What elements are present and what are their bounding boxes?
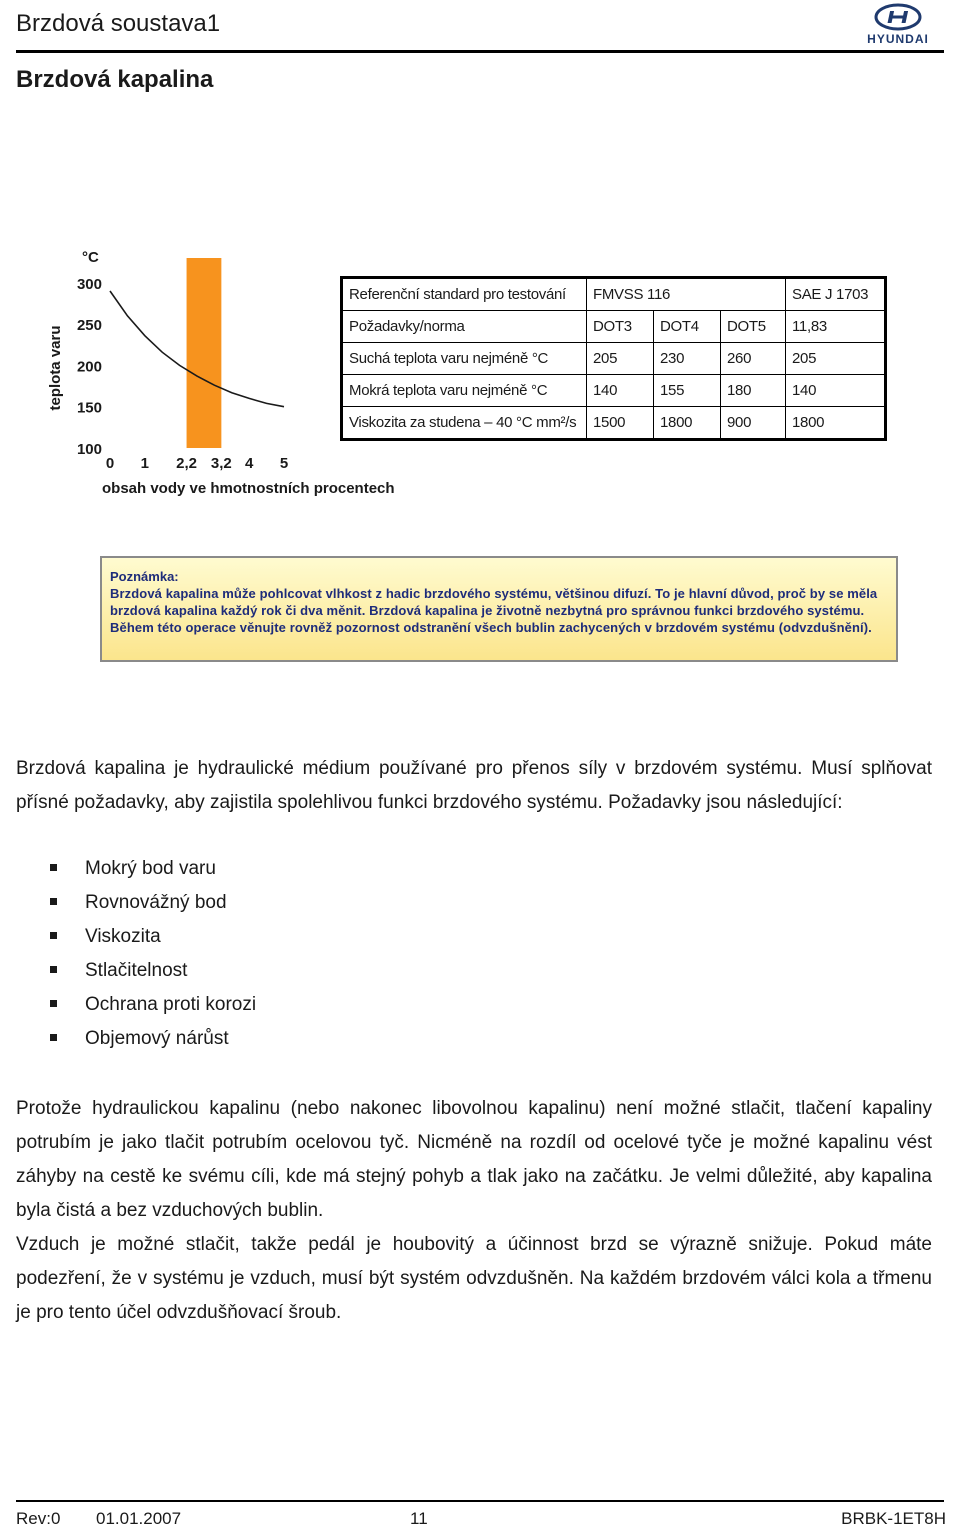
header-title: Brzdová soustava1 bbox=[16, 10, 221, 37]
bullet-square-icon bbox=[50, 864, 57, 871]
table-cell: 140 bbox=[786, 375, 886, 407]
y-tick-label: 200 bbox=[76, 358, 102, 376]
footer-revision: Rev:0 bbox=[16, 1509, 61, 1528]
note-box bbox=[100, 556, 898, 662]
list-item-label: Mokrý bod varu bbox=[85, 858, 216, 879]
hyundai-logo bbox=[860, 2, 936, 46]
header-rule bbox=[16, 50, 944, 53]
requirements-list bbox=[50, 852, 256, 1056]
y-tick-label: 250 bbox=[76, 317, 102, 335]
footer-document-code: BRBK-1ET8H bbox=[841, 1509, 946, 1528]
table-cell: 11,83 bbox=[786, 311, 886, 343]
spec-table bbox=[340, 276, 887, 441]
table-cell: SAE J 1703 bbox=[786, 278, 886, 311]
y-unit-label: °C bbox=[82, 249, 99, 266]
table-cell: DOT4 bbox=[654, 311, 721, 343]
table-row bbox=[342, 278, 886, 311]
bullet-square-icon bbox=[50, 1034, 57, 1041]
y-tick-label: 300 bbox=[76, 275, 102, 293]
bullet-square-icon bbox=[50, 898, 57, 905]
table-cell: 140 bbox=[587, 375, 654, 407]
footer-date: 01.01.2007 bbox=[96, 1509, 182, 1528]
water-content-band bbox=[187, 258, 222, 448]
table-cell: 205 bbox=[786, 343, 886, 375]
table-cell: 900 bbox=[721, 407, 786, 440]
list-item bbox=[50, 1022, 256, 1056]
table-cell: FMVSS 116 bbox=[587, 278, 786, 311]
note-title: Poznámka: bbox=[110, 569, 179, 584]
table-cell: Viskozita za studena – 40 °C mm²/s bbox=[342, 407, 587, 440]
x-axis-label: obsah vody ve hmotnostních procentech bbox=[102, 480, 395, 497]
y-axis-label: teplota varu bbox=[47, 325, 64, 411]
table-cell: Požadavky/norma bbox=[342, 311, 587, 343]
y-tick-label: 100 bbox=[76, 441, 102, 458]
table-row bbox=[342, 375, 886, 407]
note-text: Brzdová kapalina může pohlcovat vlhkost z hadic brzdového systému, většinou difuzí. To je hlavní důvod, proč by se měla brzdová kapalina každý rok či dva měnit. Brzdová kapalina je životně nezbytná pro správnou funkci brzdového systému. Během této operace věnujte rovněž pozornost odstranění všech bublin zachycených v brzdovém systému (odvzdušnění). bbox=[110, 586, 878, 635]
list-item-label: Objemový nárůst bbox=[85, 1028, 229, 1049]
table-row bbox=[342, 343, 886, 375]
list-item-label: Viskozita bbox=[85, 926, 161, 947]
table-cell: DOT5 bbox=[721, 311, 786, 343]
list-item bbox=[50, 886, 256, 920]
list-item bbox=[50, 920, 256, 954]
logo-text: HYUNDAI bbox=[867, 32, 929, 46]
table-cell: 1500 bbox=[587, 407, 654, 440]
page-number: 11 bbox=[410, 1509, 428, 1528]
list-item-label: Stlačitelnost bbox=[85, 960, 188, 981]
table-cell: Mokrá teplota varu nejméně °C bbox=[342, 375, 587, 407]
x-tick-label: 4 bbox=[245, 455, 254, 472]
table-cell: 230 bbox=[654, 343, 721, 375]
footer-rule bbox=[16, 1500, 944, 1502]
table-cell: 260 bbox=[721, 343, 786, 375]
air-paragraph: Vzduch je možné stlačit, takže pedál je houbovitý a účinnost brzd se výrazně snižuje. Pokud máte podezření, že v systému je vzduch, musí být systém odvzdušněn. Na každém brzdovém válci kola a třmenu je pro tento účel odvzdušňovací šroub. bbox=[16, 1234, 932, 1323]
table-cell: 205 bbox=[587, 343, 654, 375]
table-cell: 1800 bbox=[786, 407, 886, 440]
list-item bbox=[50, 988, 256, 1022]
intro-paragraph: Brzdová kapalina je hydraulické médium používané pro přenos síly v brzdovém systému. Musí splňovat přísné požadavky, aby zajistila spolehlivou funkci brzdového systému. Požadavky jsou následující: bbox=[16, 758, 932, 813]
x-tick-label: 1 bbox=[140, 455, 149, 472]
table-cell: 155 bbox=[654, 375, 721, 407]
list-item bbox=[50, 954, 256, 988]
x-tick-label: 2,2 bbox=[176, 455, 197, 472]
compressibility-paragraph: Protože hydraulickou kapalinu (nebo nakonec libovolnou kapalinu) není možné stlačit, tlačení kapaliny potrubím je jako tlačit potrubím ocelovou tyč. Nicméně na rozdíl od ocelové tyče je možné kapalinu vést záhyby na cestě ke svému cíli, kde má stejný pohyb a tlak jako na začátku. Je velmi důležité, aby kapalina byla čistá a bez vzduchových bublin. bbox=[16, 1098, 932, 1221]
x-tick-label: 0 bbox=[105, 455, 115, 472]
x-tick-label: 3,2 bbox=[210, 455, 232, 472]
table-cell: Referenční standard pro testování bbox=[342, 278, 587, 311]
list-item bbox=[50, 852, 256, 886]
table-cell: 1800 bbox=[654, 407, 721, 440]
table-row bbox=[342, 311, 886, 343]
table-row bbox=[342, 407, 886, 440]
bullet-square-icon bbox=[50, 932, 57, 939]
bullet-square-icon bbox=[50, 1000, 57, 1007]
table-cell: DOT3 bbox=[587, 311, 654, 343]
hyundai-emblem-icon bbox=[860, 2, 936, 32]
list-item-label: Rovnovážný bod bbox=[85, 892, 227, 913]
x-tick-label: 5 bbox=[279, 455, 289, 472]
table-cell: 180 bbox=[721, 375, 786, 407]
section-title: Brzdová kapalina bbox=[16, 66, 214, 93]
table-cell: Suchá teplota varu nejméně °C bbox=[342, 343, 587, 375]
y-tick-label: 150 bbox=[76, 399, 102, 417]
list-item-label: Ochrana proti korozi bbox=[85, 994, 257, 1015]
bullet-square-icon bbox=[50, 966, 57, 973]
